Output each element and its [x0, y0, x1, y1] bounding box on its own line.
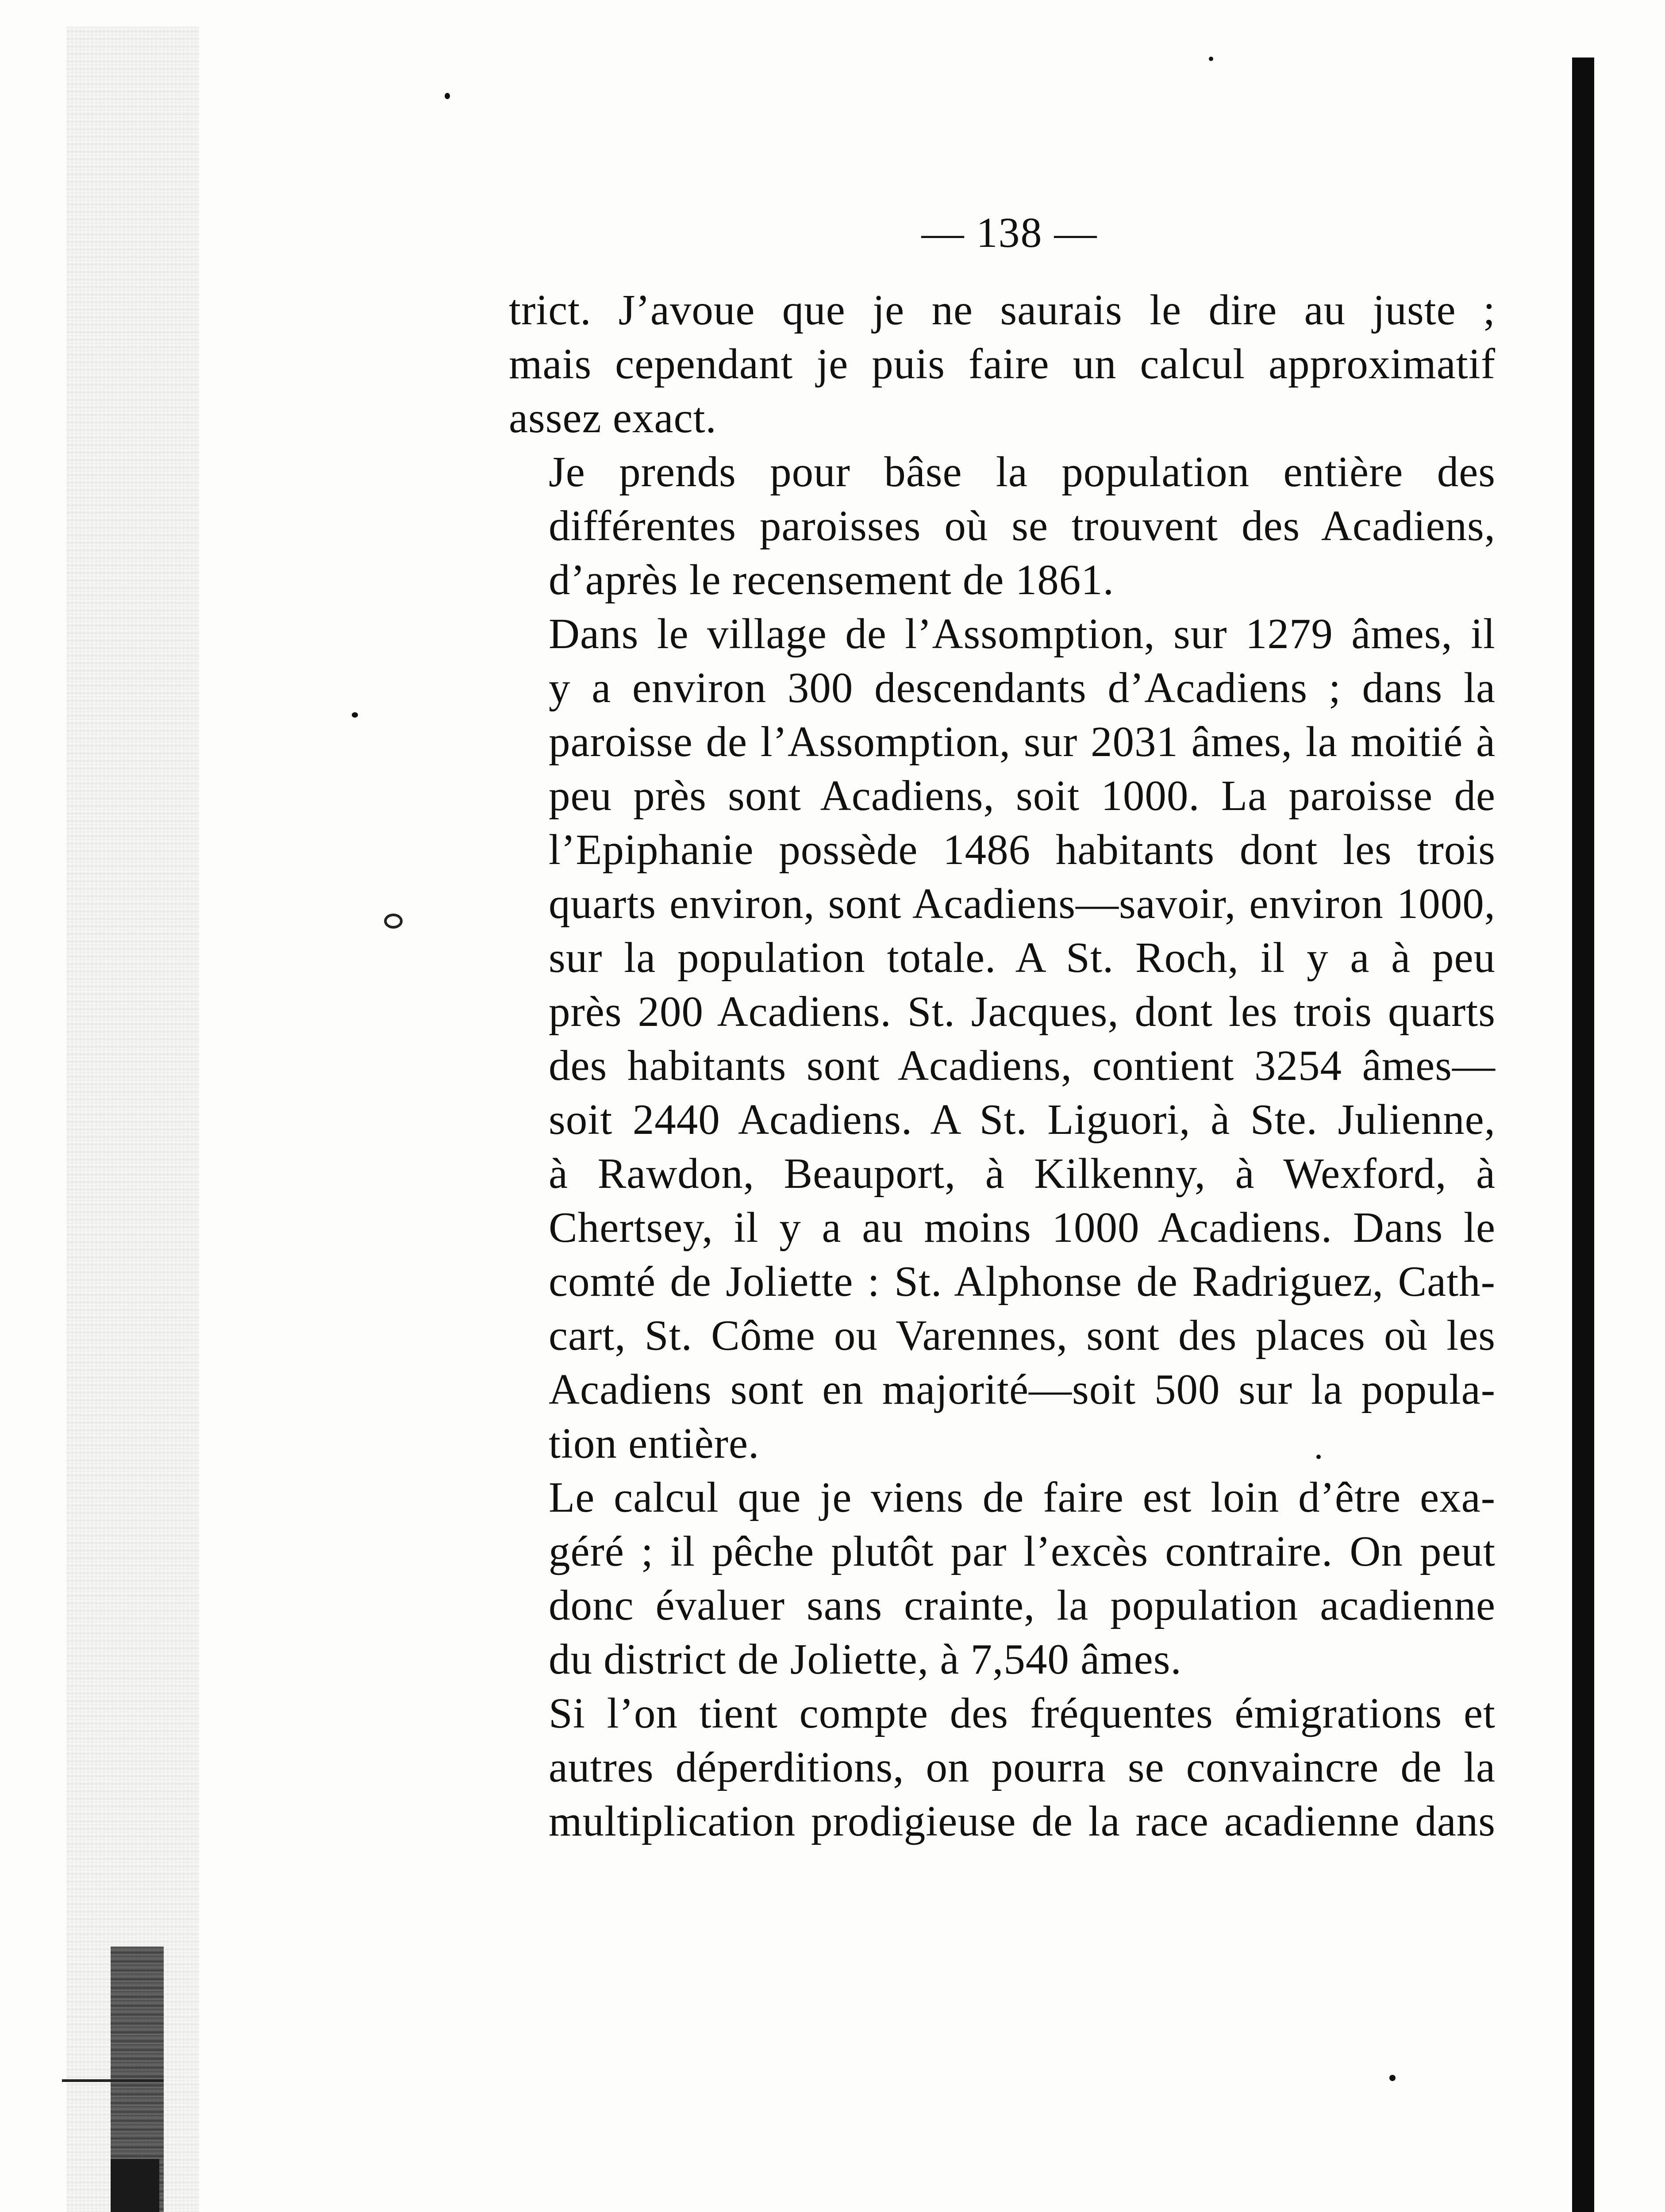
scan-speck [352, 712, 358, 718]
text-line: géré ; il pêche plutôt par l’excès contraire. On peut [549, 1528, 1496, 1575]
text-line: paroisse de l’Assomption, sur 2031 âmes, la moitié à [549, 718, 1496, 765]
text-line: Dans le village de l’Assomption, sur 1279 âmes, il [549, 610, 1496, 657]
text-line: quarts environ, sont Acadiens—savoir, environ 1000, [549, 880, 1496, 927]
scan-speck [445, 93, 450, 99]
paragraph [509, 607, 1496, 1471]
text-line: Acadiens sont en majorité—soit 500 sur la popula- [549, 1366, 1496, 1413]
text-line: trict. J’avoue que je ne saurais le dire au juste ; [509, 286, 1496, 334]
scan-speck [1209, 57, 1213, 61]
text-line: multiplication prodigieuse de la race acadienne dans [549, 1797, 1496, 1845]
text-line: mais cependant je puis faire un calcul approximatif [509, 340, 1496, 388]
text-line: sur la population totale. A St. Roch, il y a à peu [549, 934, 1496, 981]
text-line: d’après le recensement de 1861. [549, 556, 1114, 603]
paragraph [509, 1686, 1496, 1848]
body-text [509, 283, 1496, 1848]
scan-speck [384, 914, 403, 929]
text-line: à Rawdon, Beauport, à Kilkenny, à Wexford, à [549, 1150, 1496, 1197]
binding-gutter-noise [66, 27, 199, 2212]
text-line: du district de Joliette, à 7,540 âmes. [549, 1636, 1182, 1683]
page-number-header [0, 208, 1665, 257]
text-line: Je prends pour bâse la population entière des [549, 448, 1496, 495]
paragraph [509, 283, 1496, 445]
text-line: cart, St. Côme ou Varennes, sont des places où les [549, 1312, 1496, 1359]
text-line: près 200 Acadiens. St. Jacques, dont les trois quarts [549, 988, 1496, 1035]
text-line: tion entière. [549, 1420, 760, 1467]
text-line: comté de Joliette : St. Alphonse de Radriguez, Cath- [549, 1258, 1496, 1305]
paragraph [509, 445, 1496, 607]
page-edge-bar [1572, 58, 1594, 2212]
text-line: Le calcul que je viens de faire est loin d’être exa- [549, 1474, 1496, 1521]
text-line: assez exact. [509, 394, 717, 442]
text-line: y a environ 300 descendants d’Acadiens ; dans la [549, 664, 1496, 711]
text-line: l’Epiphanie possède 1486 habitants dont les trois [549, 826, 1496, 873]
text-line: peu près sont Acadiens, soit 1000. La paroisse de [549, 772, 1496, 819]
text-line: donc évaluer sans crainte, la population acadienne [549, 1582, 1496, 1629]
text-line: Chertsey, il y a au moins 1000 Acadiens. Dans le [549, 1204, 1496, 1251]
text-line: autres déperditions, on pourra se convaincre de la [549, 1743, 1496, 1791]
binding-dark-block [111, 2159, 159, 2212]
binding-rule-line [62, 2079, 164, 2082]
text-line: Si l’on tient compte des fréquentes émigrations et [549, 1690, 1496, 1737]
text-line: des habitants sont Acadiens, contient 3254 âmes— [549, 1042, 1496, 1089]
paragraph [509, 1471, 1496, 1686]
text-line: différentes paroisses où se trouvent des Acadiens, [549, 502, 1496, 549]
scan-speck [1389, 2075, 1396, 2081]
text-line: soit 2440 Acadiens. A St. Liguori, à Ste. Julienne, [549, 1096, 1496, 1143]
page-number: — 138 — [921, 209, 1098, 256]
